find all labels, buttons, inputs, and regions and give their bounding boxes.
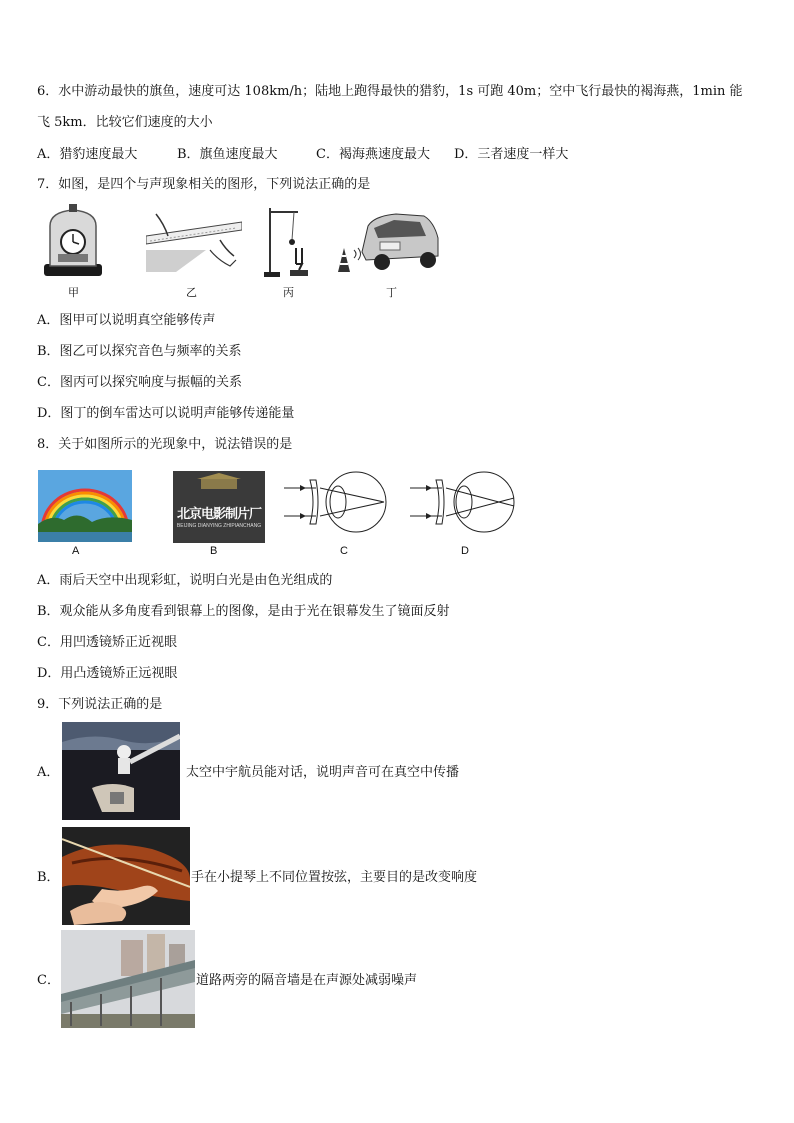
q8-option-c: C．用凹透镜矫正近视眼: [37, 635, 177, 650]
tuning-fork-figure: [262, 204, 312, 280]
q6-option-b: B．旗鱼速度最大: [177, 147, 278, 162]
q6-option-d: D．三者速度一样大: [454, 147, 569, 162]
q6-option-a: A．猎豹速度最大: [37, 147, 138, 162]
q7-fig-label-ding: 丁: [386, 286, 397, 299]
concave-lens-eye-diagram: [284, 466, 388, 538]
q9-stem: 9．下列说法正确的是: [37, 697, 163, 712]
q7-option-c: C．图丙可以探究响度与振幅的关系: [37, 375, 242, 390]
q8-fig-label-b: B: [210, 545, 218, 557]
q7-fig-label-yi: 乙: [186, 286, 197, 299]
astronaut-space-photo: [62, 722, 180, 820]
violin-photo: [62, 827, 190, 925]
q7-option-d: D．图丁的倒车雷达可以说明声能够传递能量: [37, 406, 295, 421]
q7-fig-label-jia: 甲: [68, 286, 79, 299]
q7-fig-label-bing: 丙: [283, 286, 294, 299]
q6-options: [37, 146, 568, 164]
q8-option-a: A．雨后天空中出现彩虹，说明白光是由色光组成的: [37, 573, 333, 588]
q7-option-b: B．图乙可以探究音色与频率的关系: [37, 344, 242, 359]
q8-option-d: D．用凸透镜矫正远视眼: [37, 666, 178, 681]
sign-chinese-text: 北京电影制片厂: [176, 507, 261, 522]
q8-fig-label-c: C: [340, 545, 348, 557]
reversing-radar-figure: [334, 208, 440, 274]
q6-stem-line2: 飞 5km．比较它们速度的大小: [37, 115, 213, 130]
q6-stem-line1: 6．水中游动最快的旗鱼，速度可达 108km/h；陆地上跑得最快的猎豹，1s 可跑 40m；空中飞行最快的褐海燕，1min 能: [37, 84, 743, 99]
q8-fig-label-d: D: [461, 545, 469, 557]
sound-barrier-photo: [61, 930, 195, 1028]
film-studio-sign-photo: [173, 471, 265, 543]
q8-stem: 8．关于如图所示的光现象中，说法错误的是: [37, 437, 293, 452]
q9-option-b-text: 手在小提琴上不同位置按弦，主要目的是改变响度: [191, 870, 478, 885]
sign-english-text: BEIJING DIANYING ZHIPIANCHANG: [176, 523, 262, 529]
q7-stem: 7．如图，是四个与声现象相关的图形，下列说法正确的是: [37, 177, 371, 192]
tiananmen-emblem: [173, 471, 265, 495]
rainbow-photo: [38, 470, 132, 542]
q6-option-c: C．褐海燕速度最大: [316, 147, 430, 162]
q8-option-b: B．观众能从多角度看到银幕上的图像，是由于光在银幕发生了镜面反射: [37, 604, 450, 619]
q9-option-a-text: 太空中宇航员能对话，说明声音可在真空中传播: [186, 765, 460, 780]
q9-option-b-label: B．: [37, 870, 60, 885]
q7-option-a: A．图甲可以说明真空能够传声: [37, 313, 216, 328]
q9-option-a-label: A．: [37, 765, 60, 780]
q9-option-c-label: C．: [37, 973, 60, 988]
bell-jar-figure: [40, 204, 106, 280]
convex-lens-eye-diagram: [410, 466, 516, 538]
ruler-vibration-figure: [146, 210, 242, 272]
q9-option-c-text: 道路两旁的隔音墙是在声源处减弱噪声: [196, 973, 418, 988]
q8-fig-label-a: A: [72, 545, 80, 557]
